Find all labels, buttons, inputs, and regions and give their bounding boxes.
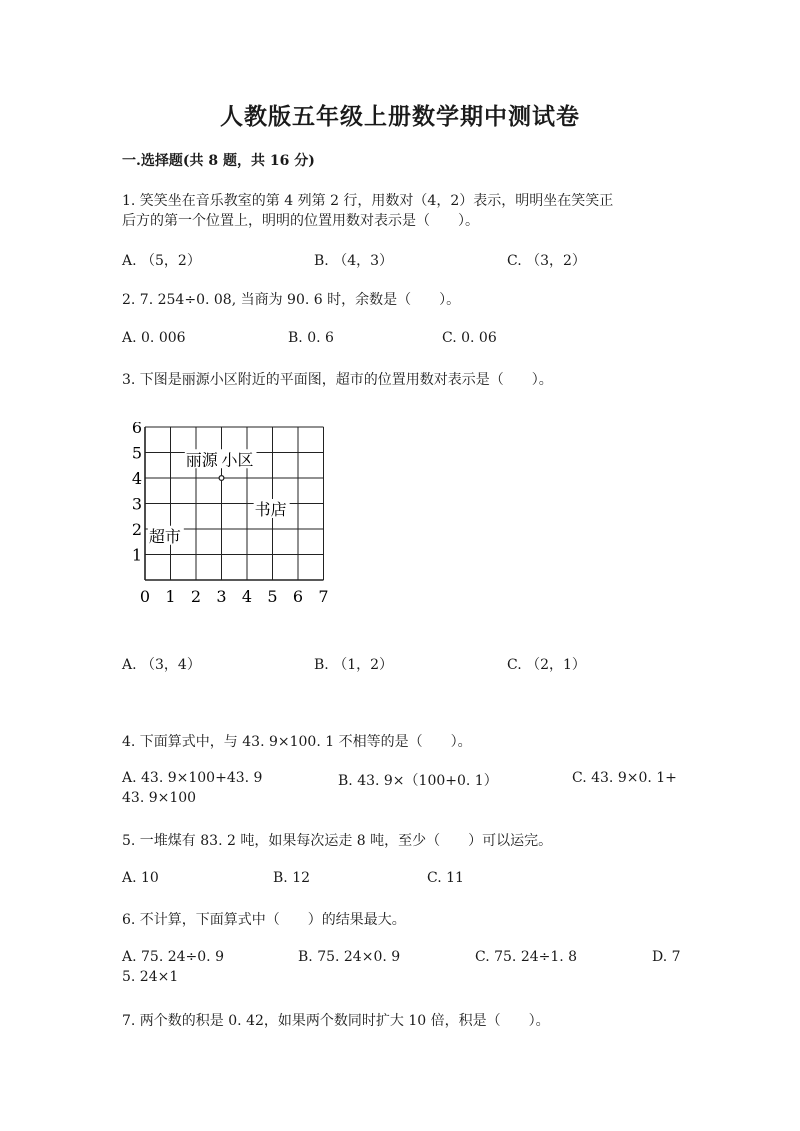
x-tick-label: 0 xyxy=(139,587,151,606)
x-tick-label: 7 xyxy=(318,587,329,606)
q3-option-c: C. （2，1） xyxy=(507,657,586,673)
q1-option-a: A. （5，2） xyxy=(122,253,201,269)
q6-option-c: C. 75. 24÷1. 8 xyxy=(475,949,578,965)
q3-line1: 3. 下图是丽源小区附近的平面图，超市的位置用数对表示是（ ）。 xyxy=(122,372,553,388)
section-heading: 一.选择题(共 8 题，共 16 分) xyxy=(122,153,315,169)
y-tick-label: 1 xyxy=(131,545,143,565)
q1-line2: 后方的第一个位置上，明明的位置用数对表示是（ ）。 xyxy=(122,213,479,229)
q2-line1: 2. 7. 254÷0. 08, 当商为 90. 6 时，余数是（ ）。 xyxy=(122,292,461,308)
q2-option-c: C. 0. 06 xyxy=(442,330,497,346)
q6-option-d-continued: 5. 24×1 xyxy=(122,969,179,985)
q3-option-b: B. （1，2） xyxy=(314,657,394,673)
q4-option-b: B. 43. 9×（100+0. 1） xyxy=(338,773,498,789)
q6-option-d: D. 7 xyxy=(652,949,681,965)
x-tick-label: 2 xyxy=(190,587,202,606)
x-tick-label: 5 xyxy=(267,587,278,606)
q3-option-a: A. （3，4） xyxy=(122,657,201,673)
coordinate-grid-figure xyxy=(126,422,336,608)
q1-line1: 1. 笑笑坐在音乐教室的第 4 列第 2 行，用数对（4，2）表示，明明坐在笑笑正 xyxy=(122,193,614,209)
grid-point-marker xyxy=(219,476,224,481)
place-label: 超市 xyxy=(148,526,181,546)
q5-line1: 5. 一堆煤有 83. 2 吨，如果每次运走 8 吨，至少（ ）可以运完。 xyxy=(122,833,553,849)
q1-option-b: B. （4，3） xyxy=(314,253,394,269)
q6-line1: 6. 不计算，下面算式中（ ）的结果最大。 xyxy=(122,912,406,928)
y-tick-label: 3 xyxy=(131,494,143,514)
q6-option-a: A. 75. 24÷0. 9 xyxy=(122,949,224,965)
q5-option-b: B. 12 xyxy=(273,870,311,886)
q4-option-a: A. 43. 9×100+43. 9 xyxy=(122,770,263,786)
q1-option-c: C. （3，2） xyxy=(507,253,586,269)
q4-option-c: C. 43. 9×0. 1+ xyxy=(572,770,677,786)
q2-option-b: B. 0. 6 xyxy=(288,330,334,346)
q7-line1: 7. 两个数的积是 0. 42，如果两个数同时扩大 10 倍，积是（ ）。 xyxy=(122,1013,550,1029)
q2-option-a: A. 0. 006 xyxy=(122,330,186,346)
place-label: 书店 xyxy=(254,499,287,519)
q6-option-b: B. 75. 24×0. 9 xyxy=(298,949,401,965)
y-tick-label: 6 xyxy=(131,422,143,437)
x-tick-label: 6 xyxy=(292,587,304,606)
x-tick-label: 3 xyxy=(216,587,227,606)
y-tick-label: 2 xyxy=(131,520,143,539)
q4-option-c-continued: 43. 9×100 xyxy=(122,790,197,806)
page-title: 人教版五年级上册数学期中测试卷 xyxy=(220,103,580,130)
q4-line1: 4. 下面算式中，与 43. 9×100. 1 不相等的是（ ）。 xyxy=(122,734,472,750)
y-tick-label: 5 xyxy=(131,443,143,463)
q5-option-a: A. 10 xyxy=(122,870,159,886)
place-label: 小区 xyxy=(221,450,254,470)
q5-option-c: C. 11 xyxy=(427,870,464,886)
y-tick-label: 4 xyxy=(131,469,143,488)
x-tick-label: 1 xyxy=(165,587,176,606)
place-label: 丽源 xyxy=(185,450,218,470)
x-tick-label: 4 xyxy=(241,587,253,606)
